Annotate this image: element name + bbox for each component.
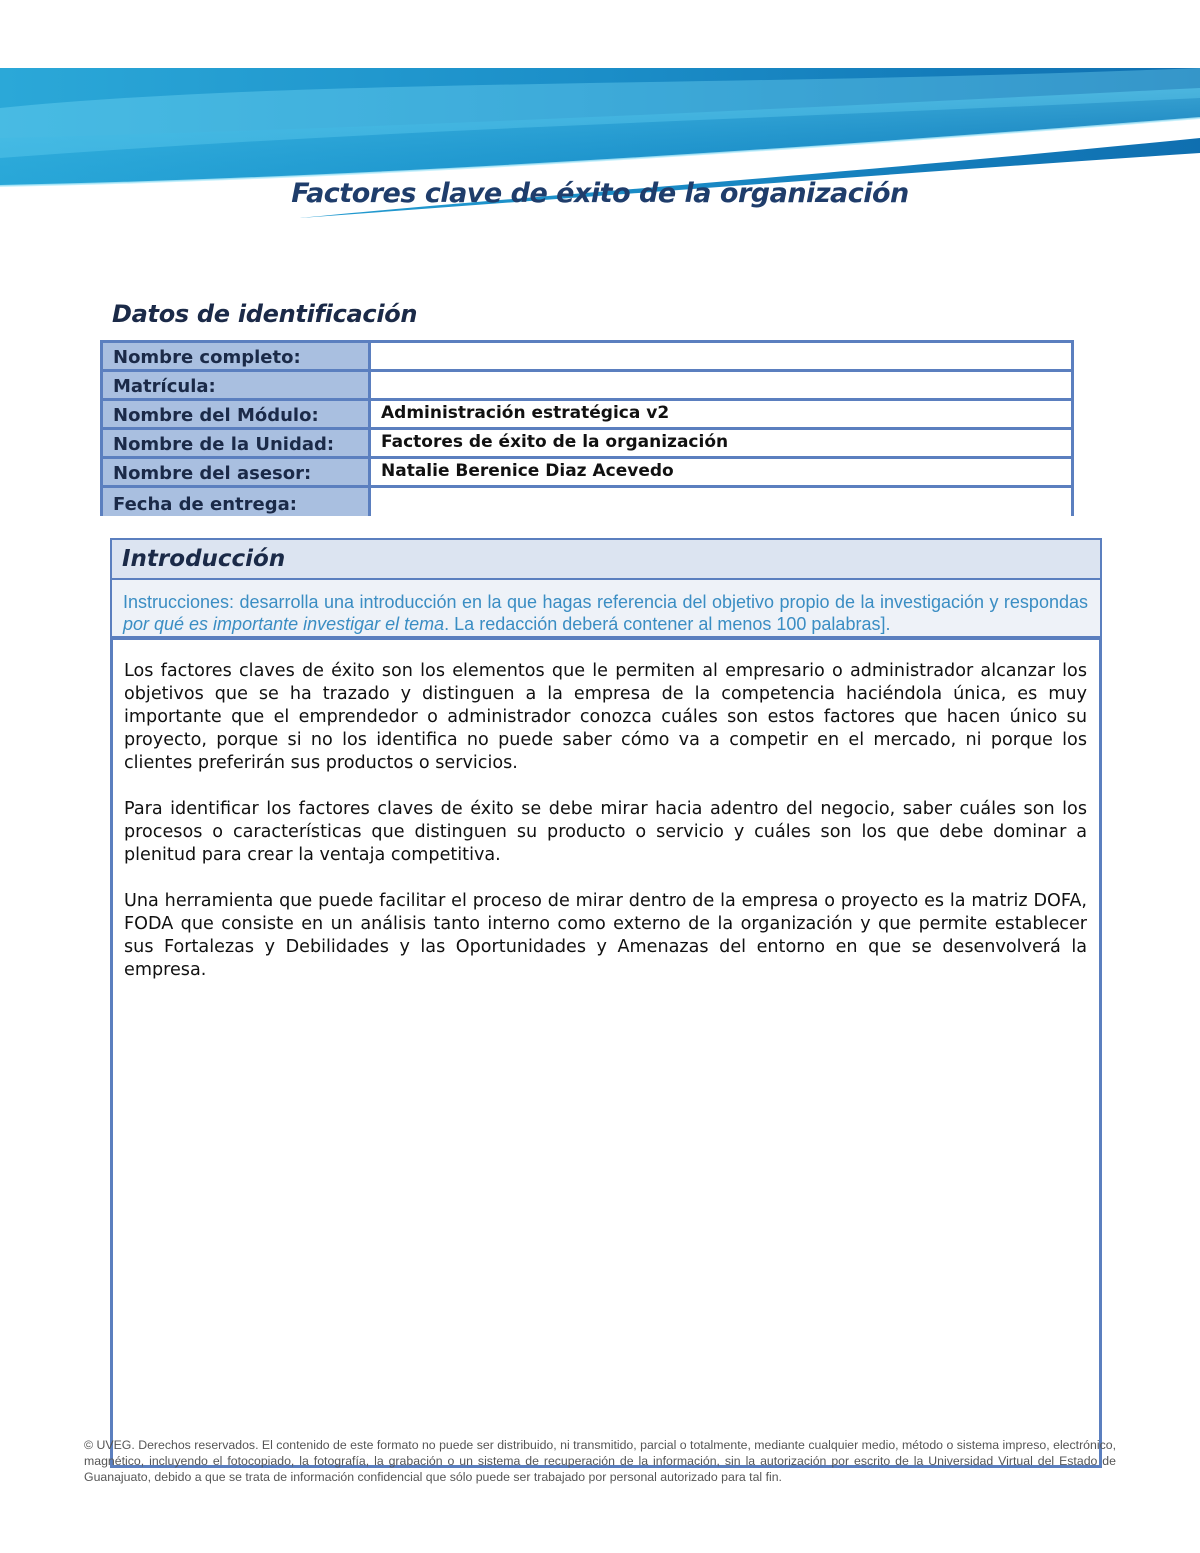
enrollment-label: Matrícula:	[102, 371, 370, 400]
table-row	[102, 429, 1073, 458]
due-date-value[interactable]	[370, 487, 1073, 516]
table-row	[102, 458, 1073, 487]
full-name-label: Nombre completo:	[102, 342, 370, 371]
due-date-label: Fecha de entrega:	[102, 487, 370, 516]
instructions-emphasis: por qué es importante investigar el tema	[123, 614, 445, 634]
introduction-instructions	[110, 580, 1102, 638]
introduction-body[interactable]	[110, 638, 1102, 1468]
full-name-value[interactable]	[370, 342, 1073, 371]
copyright-footer: © UVEG. Derechos reservados. El contenido de este formato no puede ser distribuido, ni transmitido, parcial o totalmente, mediante cualquier medio, método o sistema impreso, electrónico, magnético, incluyendo el fotocopiado, la fotografía, la grabación o un sistema de recuperación de la información, sin la autorización por escrito de la Universidad Virtual del Estado de Guanajuato, debido a que se trata de información confidencial que sólo puede ser trabajado por personal autorizado para tal fin.	[84, 1438, 1116, 1484]
introduction-heading: Introducción	[122, 546, 286, 572]
instructions-text-end: . La redacción deberá contener al menos 100 palabras].	[444, 614, 891, 634]
table-row	[102, 400, 1073, 429]
module-label: Nombre del Módulo:	[102, 400, 370, 429]
table-row	[102, 371, 1073, 400]
table-row	[102, 342, 1073, 371]
identification-table	[100, 340, 1074, 516]
intro-paragraph: Los factores claves de éxito son los elementos que le permiten al empresario o administrador alcanzar los objetivos que se ha trazado y distinguen a la empresa de la competencia haciéndola única, es muy importante que el emprendedor o administrador conozca cuáles son estos factores que hacen único su proyecto, porque si no los identifica no puede saber cómo va a competir en el mercado, ni porque los clientes preferirán sus productos o servicios.	[124, 661, 1087, 773]
introduction-header	[110, 538, 1102, 580]
identification-heading: Datos de identificación	[112, 300, 418, 328]
enrollment-value[interactable]	[370, 371, 1073, 400]
unit-label: Nombre de la Unidad:	[102, 429, 370, 458]
advisor-label: Nombre del asesor:	[102, 458, 370, 487]
advisor-value[interactable]: Natalie Berenice Diaz Acevedo	[370, 458, 1073, 487]
intro-paragraph: Para identificar los factores claves de éxito se debe mirar hacia adentro del negocio, saber cuáles son los procesos o características que distinguen su producto o servicio y cuáles son los que debe dominar a plenitud para crear la ventaja competitiva.	[124, 799, 1087, 865]
module-value[interactable]: Administración estratégica v2	[370, 400, 1073, 429]
table-row	[102, 487, 1073, 516]
document-title: Factores clave de éxito de la organización	[291, 178, 909, 209]
intro-paragraph: Una herramienta que puede facilitar el proceso de mirar dentro de la empresa o proyecto es la matriz DOFA, FODA que consiste en un análisis tanto interno como externo de la organización y que permite establecer sus Fortalezas y Debilidades y las Oportunidades y Amenazas del entorno en que se desenvolverá la empresa.	[124, 891, 1087, 980]
unit-value[interactable]: Factores de éxito de la organización	[370, 429, 1073, 458]
instructions-text: Instrucciones: desarrolla una introducción en la que hagas referencia del objetivo propio de la investigación y respondas	[123, 592, 1088, 612]
